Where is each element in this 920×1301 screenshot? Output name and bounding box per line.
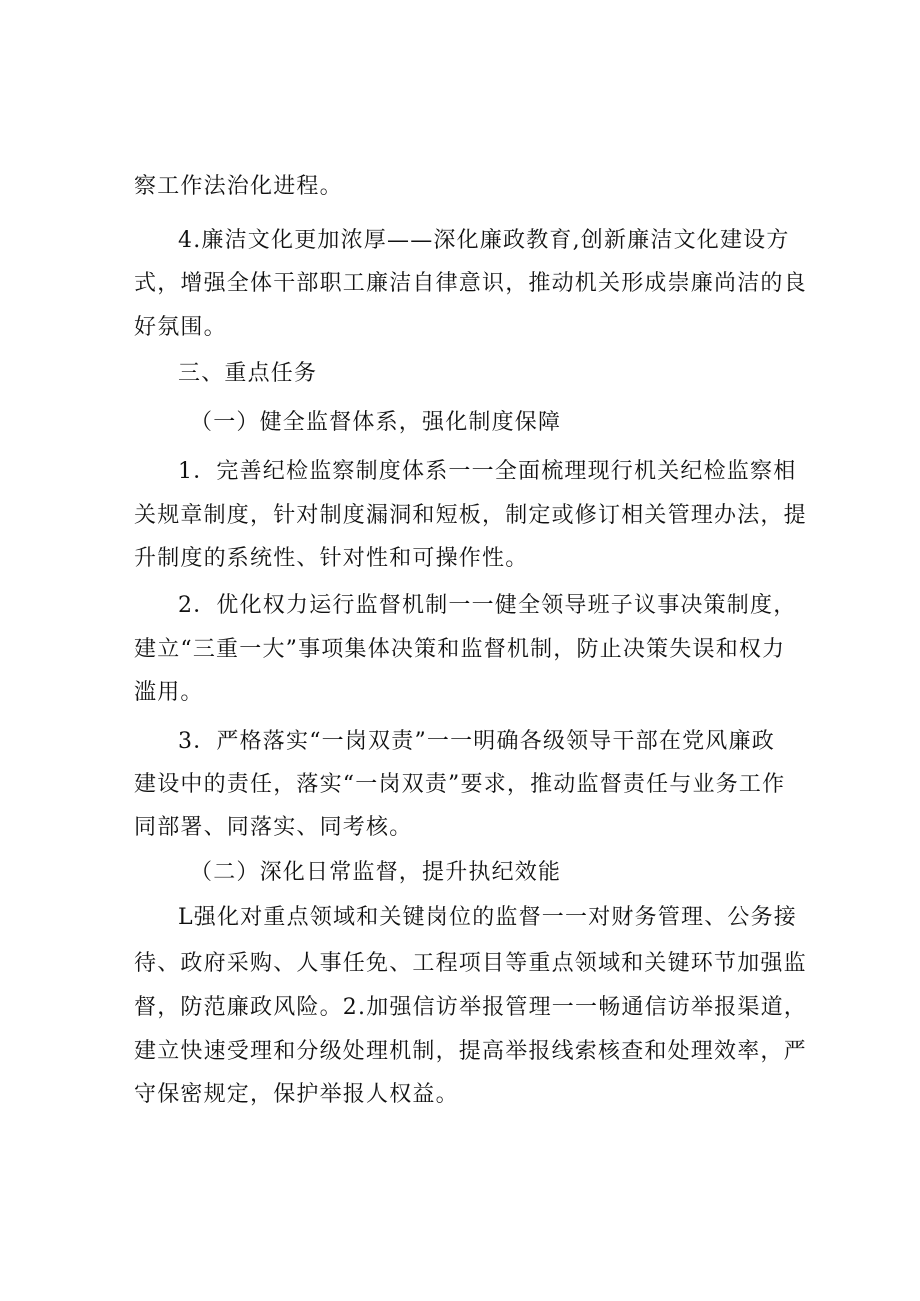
section-heading: 三、重点任务 (178, 361, 318, 386)
paragraph-line: 2．优化权力运行监督机制一一健全领导班子议事决策制度， (178, 593, 797, 618)
paragraph-line: 建立“三重一大”事项集体决策和监督机制，防止决策失误和权力 (134, 637, 786, 662)
paragraph-line: 升制度的系统性、针对性和可操作性。 (134, 546, 529, 571)
paragraph-line: 式，增强全体干部职工廉洁自律意识，推动机关形成崇廉尚洁的良 (134, 271, 807, 296)
paragraph-line: 关规章制度，针对制度漏洞和短板，制定或修订相关管理办法，提 (134, 503, 807, 528)
paragraph-line: 好氛围。 (134, 315, 227, 340)
paragraph-line: 督，防范廉政风险。2.加强信访举报管理一一畅通信访举报渠道， (134, 995, 807, 1020)
paragraph-line: 守保密规定，保护举报人权益。 (134, 1082, 459, 1107)
paragraph-line: 建立快速受理和分级处理机制，提高举报线索核查和处理效率，严 (134, 1039, 807, 1064)
paragraph-line: L强化对重点领域和关键岗位的监督一一对财务管理、公务接 (178, 905, 798, 930)
subsection-heading: （一）健全监督体系，强化制度保障 (190, 410, 562, 435)
paragraph-line: 待、政府采购、人事任免、工程项目等重点领域和关键环节加强监 (134, 951, 807, 976)
subsection-heading: （二）深化日常监督，提升执纪效能 (190, 860, 562, 885)
paragraph-line: 建设中的责任，落实“一岗双责”要求，推动监督责任与业务工作 (134, 772, 786, 797)
paragraph-line: 同部署、同落实、同考核。 (134, 815, 413, 840)
paragraph-line: 滥用。 (134, 680, 204, 705)
paragraph-line: 察工作法治化进程。 (134, 174, 343, 199)
paragraph-line: 3．严格落实“一岗双责”一一明确各级领导干部在党风廉政 (178, 729, 775, 754)
paragraph-line: 4.廉洁文化更加浓厚——深化廉政教育,创新廉洁文化建设方 (178, 228, 790, 253)
paragraph-line: 1．完善纪检监察制度体系一一全面梳理现行机关纪检监察相 (178, 459, 797, 484)
